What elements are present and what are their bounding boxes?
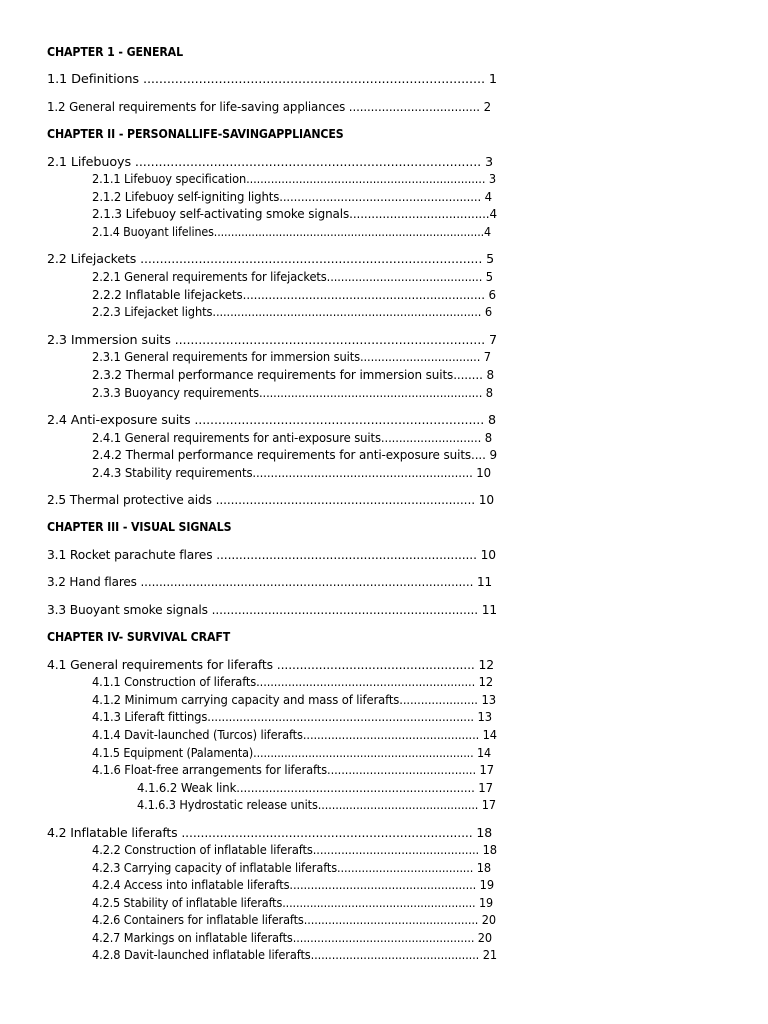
toc-entry: 4.1.6.3 Hydrostatic release units.............................................. 17 (137, 798, 496, 812)
toc-entry: 4.1.3 Liferaft fittings........................................................................... 13 (92, 710, 493, 724)
toc-entry: 4.2.5 Stability of inflatable liferafts........................................................ 19 (92, 896, 494, 910)
toc-entry: 1.1 Definitions ...................................................................................... 1 (47, 72, 498, 86)
toc-entry: 2.1.2 Lifebuoy self-igniting lights........................................................ 4 (92, 190, 493, 204)
toc-entry: 4.2.8 Davit-launched inflatable liferafts................................................ 21 (92, 948, 497, 962)
toc-entry: 2.3 Immersion suits ............................................................................... 7 (47, 333, 497, 347)
toc-entry: 4.1.6.2 Weak link.................................................................. 17 (137, 781, 494, 795)
toc-entry: 4.2.3 Carrying capacity of inflatable liferafts....................................... 18 (92, 861, 492, 875)
chapter-heading: CHAPTER 1 - GENERAL (47, 45, 183, 59)
toc-entry: 4.2.2 Construction of inflatable liferafts............................................... 18 (92, 843, 498, 857)
toc-entry: 2.4.3 Stability requirements............................................................. 10 (92, 466, 491, 480)
toc-entry: 4.1.6 Float-free arrangements for liferafts.......................................... 17 (92, 763, 494, 777)
chapter-heading: CHAPTER II - PERSONALLIFE-SAVINGAPPLIANCES (47, 127, 344, 141)
toc-entry: 4.2.4 Access into inflatable liferafts..................................................... 19 (92, 878, 495, 892)
toc-entry: 3.2 Hand flares .......................................................................................... 11 (47, 575, 493, 589)
toc-entry: 3.3 Buoyant smoke signals ....................................................................... 11 (47, 603, 498, 617)
toc-entry: 4.2 Inflatable liferafts ............................................................................ 18 (47, 826, 493, 840)
toc-entry: 4.1.1 Construction of liferafts.............................................................. 12 (92, 675, 494, 689)
toc-entry: 4.1.2 Minimum carrying capacity and mass of liferafts...................... 13 (92, 693, 496, 707)
toc-entry: 2.2.3 Lifejacket lights............................................................................ 6 (92, 305, 493, 319)
toc-entry: 2.1 Lifebuoys ........................................................................................ 3 (47, 155, 493, 169)
toc-entry: 4.2.7 Markings on inflatable liferafts.................................................... 20 (92, 931, 493, 945)
toc-entry: 2.2 Lifejackets ........................................................................................ 5 (47, 252, 494, 266)
chapter-heading: CHAPTER IV- SURVIVAL CRAFT (47, 630, 231, 644)
toc-entry: 2.1.4 Buoyant lifelines...............................................................................4 (92, 225, 492, 239)
toc-entry: 1.2 General requirements for life-saving appliances .................................... 2 (47, 100, 491, 114)
chapter-heading: CHAPTER III - VISUAL SIGNALS (47, 520, 232, 534)
toc-entry: 2.1.3 Lifebuoy self-activating smoke signals......................................4 (92, 207, 497, 221)
toc-entry: 2.4.2 Thermal performance requirements for anti-exposure suits.... 9 (92, 448, 497, 462)
toc-entry: 2.3.2 Thermal performance requirements for immersion suits........ 8 (92, 368, 494, 382)
toc-entry: 2.5 Thermal protective aids ..................................................................... 10 (47, 493, 495, 507)
toc-entry: 2.4 Anti-exposure suits .......................................................................... 8 (47, 413, 496, 427)
toc-entry: 2.3.3 Buoyancy requirements............................................................... 8 (92, 386, 494, 400)
toc-entry: 4.1.4 Davit-launched (Turcos) liferafts.................................................. 14 (92, 728, 497, 742)
toc-entry: 2.2.1 General requirements for lifejackets............................................ 5 (92, 270, 493, 284)
toc-entry: 3.1 Rocket parachute flares ..................................................................... 10 (47, 548, 496, 562)
toc-entry: 2.4.1 General requirements for anti-exposure suits............................ 8 (92, 431, 493, 445)
toc-entry: 4.1 General requirements for liferafts .................................................... 12 (47, 658, 494, 672)
toc-entry: 4.2.6 Containers for inflatable liferafts.................................................. 20 (92, 913, 497, 927)
toc-entry: 2.1.1 Lifebuoy specification.................................................................... 3 (92, 172, 497, 186)
toc-entry: 2.3.1 General requirements for immersion suits.................................. 7 (92, 350, 491, 364)
toc-entry: 4.1.5 Equipment (Palamenta)................................................................ 14 (92, 746, 492, 760)
toc-entry: 2.2.2 Inflatable lifejackets.................................................................. 6 (92, 288, 497, 302)
